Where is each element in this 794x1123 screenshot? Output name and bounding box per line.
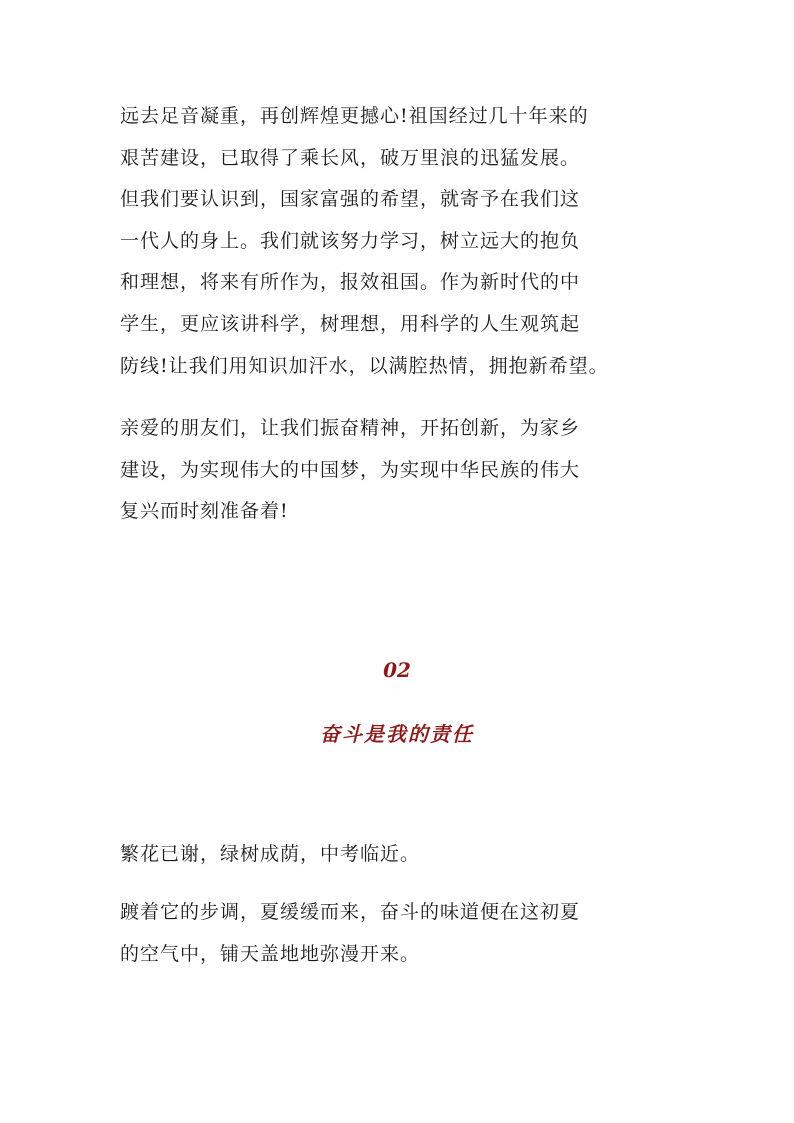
paragraph-line: 但我们要认识到，国家富强的希望，就寄予在我们这	[120, 188, 581, 211]
section-title: 奋斗是我的责任	[320, 722, 474, 746]
section-number: 02	[383, 658, 411, 682]
paragraph-line: 和理想，将来有所作为，报效祖国。作为新时代的中	[120, 271, 581, 294]
paragraph-line: 建设，为实现伟大的中国梦，为实现中华民族的伟大	[120, 458, 581, 481]
paragraph-2	[120, 408, 680, 533]
paragraph-line: 远去足音凝重，再创辉煌更撼心!祖国经过几十年来的	[120, 105, 589, 127]
paragraph-line: 复兴而时刻准备着!	[120, 500, 289, 523]
paragraph-line: 艰苦建设，已取得了乘长风，破万里浪的迅猛发展。	[120, 146, 581, 169]
paragraph-4	[120, 892, 680, 975]
paragraph-1	[120, 96, 680, 387]
paragraph-line: 一代人的身上。我们就该努力学习，树立远大的抱负	[120, 229, 581, 252]
paragraph-line: 的空气中，铺天盖地地弥漫开来。	[120, 942, 421, 965]
paragraph-line: 防线!让我们用知识加汗水，以满腔热情，拥抱新希望。	[120, 354, 609, 377]
paragraph-line: 亲爱的朋友们，让我们振奋精神，开拓创新，为家乡	[120, 417, 581, 439]
paragraph-line: 繁花已谢，绿树成荫，中考临近。	[120, 843, 421, 865]
paragraph-line: 踱着它的步调，夏缓缓而来，奋斗的味道便在这初夏	[120, 901, 581, 923]
paragraph-3	[120, 834, 680, 876]
paragraph-line: 学生，更应该讲科学，树理想，用科学的人生观筑起	[120, 312, 581, 335]
